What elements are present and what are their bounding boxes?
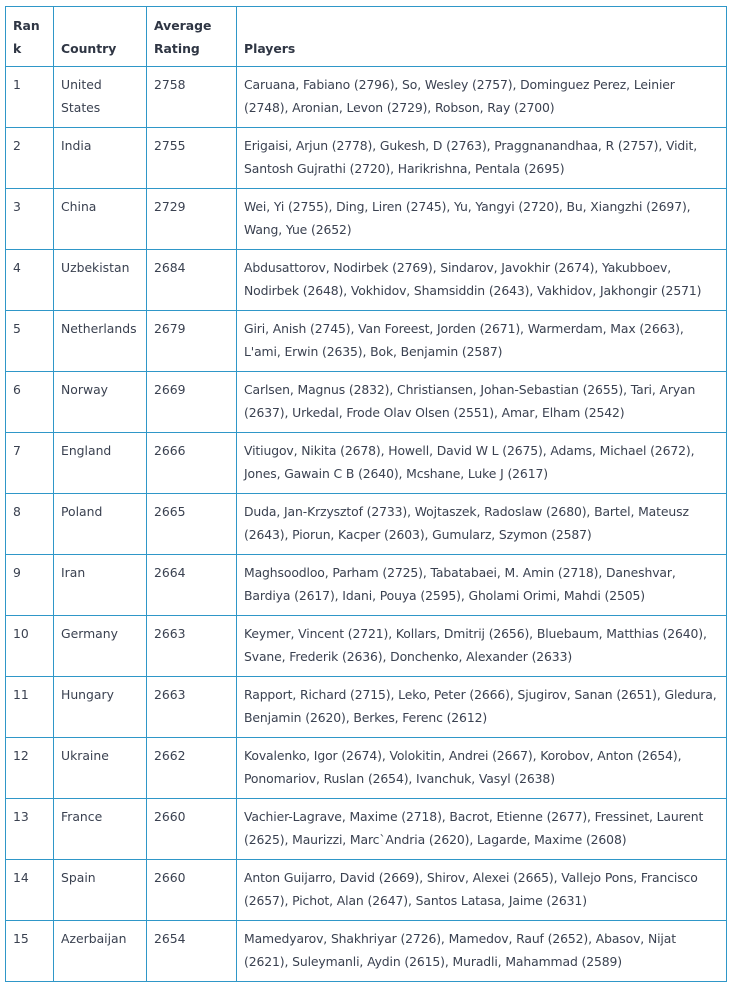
cell-country: United States	[54, 67, 147, 128]
cell-country: Hungary	[54, 677, 147, 738]
header-country: Country	[54, 7, 147, 67]
cell-players: Maghsoodloo, Parham (2725), Tabatabaei, M. Amin (2718), Daneshvar, Bardiya (2617), Idani, Pouya (2595), Gholami Orimi, Mahdi (2505)	[237, 555, 727, 616]
table-row	[6, 372, 727, 433]
cell-rank: 12	[6, 738, 54, 799]
cell-players: Duda, Jan-Krzysztof (2733), Wojtaszek, Radoslaw (2680), Bartel, Mateusz (2643), Piorun, Kacper (2603), Gumularz, Szymon (2587)	[237, 494, 727, 555]
header-rank: Rank	[6, 7, 54, 67]
cell-players: Giri, Anish (2745), Van Foreest, Jorden (2671), Warmerdam, Max (2663), L'ami, Erwin (2635), Bok, Benjamin (2587)	[237, 311, 727, 372]
cell-players: Vitiugov, Nikita (2678), Howell, David W L (2675), Adams, Michael (2672), Jones, Gawain C B (2640), Mcshane, Luke J (2617)	[237, 433, 727, 494]
cell-rank: 11	[6, 677, 54, 738]
cell-players: Caruana, Fabiano (2796), So, Wesley (2757), Dominguez Perez, Leinier (2748), Aronian, Levon (2729), Robson, Ray (2700)	[237, 67, 727, 128]
cell-rank: 1	[6, 67, 54, 128]
table-row	[6, 67, 727, 128]
table-container	[5, 6, 727, 982]
cell-players: Anton Guijarro, David (2669), Shirov, Alexei (2665), Vallejo Pons, Francisco (2657), Pichot, Alan (2647), Santos Latasa, Jaime (2631)	[237, 860, 727, 921]
cell-average-rating: 2660	[147, 860, 237, 921]
table-row	[6, 250, 727, 311]
cell-rank: 13	[6, 799, 54, 860]
cell-country: Germany	[54, 616, 147, 677]
cell-average-rating: 2755	[147, 128, 237, 189]
cell-country: England	[54, 433, 147, 494]
cell-average-rating: 2684	[147, 250, 237, 311]
cell-rank: 15	[6, 921, 54, 982]
cell-average-rating: 2663	[147, 677, 237, 738]
cell-country: France	[54, 799, 147, 860]
cell-country: Ukraine	[54, 738, 147, 799]
table-row	[6, 860, 727, 921]
cell-rank: 2	[6, 128, 54, 189]
cell-rank: 10	[6, 616, 54, 677]
cell-country: Netherlands	[54, 311, 147, 372]
cell-rank: 14	[6, 860, 54, 921]
cell-players: Erigaisi, Arjun (2778), Gukesh, D (2763), Praggnanandhaa, R (2757), Vidit, Santosh Gujrathi (2720), Harikrishna, Pentala (2695)	[237, 128, 727, 189]
cell-average-rating: 2758	[147, 67, 237, 128]
cell-average-rating: 2669	[147, 372, 237, 433]
cell-country: Spain	[54, 860, 147, 921]
header-row	[6, 7, 727, 67]
table-row	[6, 799, 727, 860]
table-row	[6, 128, 727, 189]
table-header	[6, 7, 727, 67]
table-body	[6, 67, 727, 982]
cell-country: Iran	[54, 555, 147, 616]
rankings-table	[5, 6, 727, 982]
cell-players: Mamedyarov, Shakhriyar (2726), Mamedov, Rauf (2652), Abasov, Nijat (2621), Suleymanli, Aydin (2615), Muradli, Mahammad (2589)	[237, 921, 727, 982]
table-row	[6, 616, 727, 677]
cell-average-rating: 2662	[147, 738, 237, 799]
table-row	[6, 189, 727, 250]
cell-average-rating: 2665	[147, 494, 237, 555]
cell-rank: 6	[6, 372, 54, 433]
cell-rank: 3	[6, 189, 54, 250]
cell-players: Kovalenko, Igor (2674), Volokitin, Andrei (2667), Korobov, Anton (2654), Ponomariov, Ruslan (2654), Ivanchuk, Vasyl (2638)	[237, 738, 727, 799]
cell-rank: 4	[6, 250, 54, 311]
cell-country: China	[54, 189, 147, 250]
header-average-rating: Average Rating	[147, 7, 237, 67]
cell-average-rating: 2729	[147, 189, 237, 250]
table-row	[6, 677, 727, 738]
table-row	[6, 494, 727, 555]
cell-country: India	[54, 128, 147, 189]
cell-average-rating: 2679	[147, 311, 237, 372]
table-row	[6, 311, 727, 372]
cell-country: Uzbekistan	[54, 250, 147, 311]
table-row	[6, 433, 727, 494]
cell-rank: 9	[6, 555, 54, 616]
cell-average-rating: 2660	[147, 799, 237, 860]
cell-players: Rapport, Richard (2715), Leko, Peter (2666), Sjugirov, Sanan (2651), Gledura, Benjamin (2620), Berkes, Ferenc (2612)	[237, 677, 727, 738]
cell-players: Wei, Yi (2755), Ding, Liren (2745), Yu, Yangyi (2720), Bu, Xiangzhi (2697), Wang, Yue (2652)	[237, 189, 727, 250]
cell-average-rating: 2664	[147, 555, 237, 616]
cell-players: Keymer, Vincent (2721), Kollars, Dmitrij (2656), Bluebaum, Matthias (2640), Svane, Frederik (2636), Donchenko, Alexander (2633)	[237, 616, 727, 677]
cell-rank: 5	[6, 311, 54, 372]
cell-country: Azerbaijan	[54, 921, 147, 982]
cell-players: Abdusattorov, Nodirbek (2769), Sindarov, Javokhir (2674), Yakubboev, Nodirbek (2648), Vokhidov, Shamsiddin (2643), Vakhidov, Jakhongir (2571)	[237, 250, 727, 311]
table-row	[6, 921, 727, 982]
cell-players: Vachier-Lagrave, Maxime (2718), Bacrot, Etienne (2677), Fressinet, Laurent (2625), Maurizzi, Marc`Andria (2620), Lagarde, Maxime (2608)	[237, 799, 727, 860]
table-row	[6, 555, 727, 616]
cell-players: Carlsen, Magnus (2832), Christiansen, Johan-Sebastian (2655), Tari, Aryan (2637), Urkedal, Frode Olav Olsen (2551), Amar, Elham (2542)	[237, 372, 727, 433]
cell-country: Poland	[54, 494, 147, 555]
cell-rank: 7	[6, 433, 54, 494]
cell-average-rating: 2663	[147, 616, 237, 677]
cell-country: Norway	[54, 372, 147, 433]
cell-average-rating: 2666	[147, 433, 237, 494]
table-row	[6, 738, 727, 799]
cell-average-rating: 2654	[147, 921, 237, 982]
header-players: Players	[237, 7, 727, 67]
cell-rank: 8	[6, 494, 54, 555]
